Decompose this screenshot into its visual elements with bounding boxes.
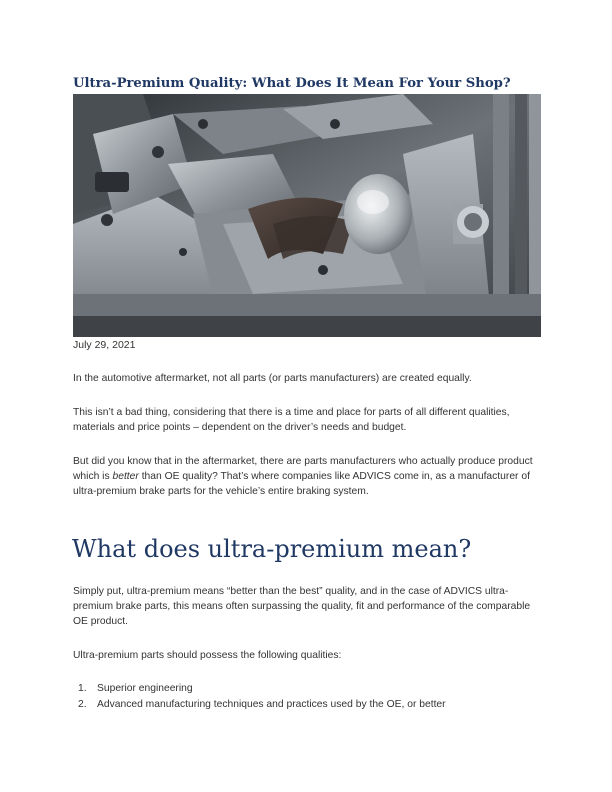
section-heading: What does ultra-premium mean? [72,535,472,563]
paragraph-advics [73,454,535,500]
publish-date: July 29, 2021 [73,339,136,351]
list-item-number: 1. [78,683,87,694]
paragraph-advics-before: But did you know that in the aftermarket, there are parts manufacturers who actually produce product which is [73,456,533,483]
hero-image [73,94,541,337]
paragraph-advics-after: than OE quality? That’s where companies like ADVICS come in, as a manufacturer of ultra-premium brake parts for the vehicle’s entire braking system. [73,471,530,498]
qualities-list [73,681,541,712]
list-item-text: Advanced manufacturing techniques and practices used by the OE, or better [97,698,446,710]
paragraph-context: This isn’t a bad thing, considering that there is a time and place for parts of all different qualities, materials and price points – dependent on the driver’s needs and budget. [73,407,510,434]
paragraph-intro: In the automotive aftermarket, not all parts (or parts manufacturers) are created equally. [73,373,472,384]
list-item [73,697,541,713]
brake-pad-machine-photo [73,94,541,337]
paragraph-advics-emphasis: better [112,471,139,483]
article-title: Ultra-Premium Quality: What Does It Mean For Your Shop? [73,76,511,91]
paragraph-qualities-intro: Ultra-premium parts should possess the following qualities: [73,650,342,661]
list-item-text: Superior engineering [97,683,193,694]
list-item-number: 2. [78,698,87,710]
list-item [73,681,541,697]
paragraph-definition: Simply put, ultra-premium means “better than the best” quality, and in the case of ADVICS ultra-premium brake parts, this means often surpassing the quality, fit and performance of the comparable OE product. [73,586,531,628]
